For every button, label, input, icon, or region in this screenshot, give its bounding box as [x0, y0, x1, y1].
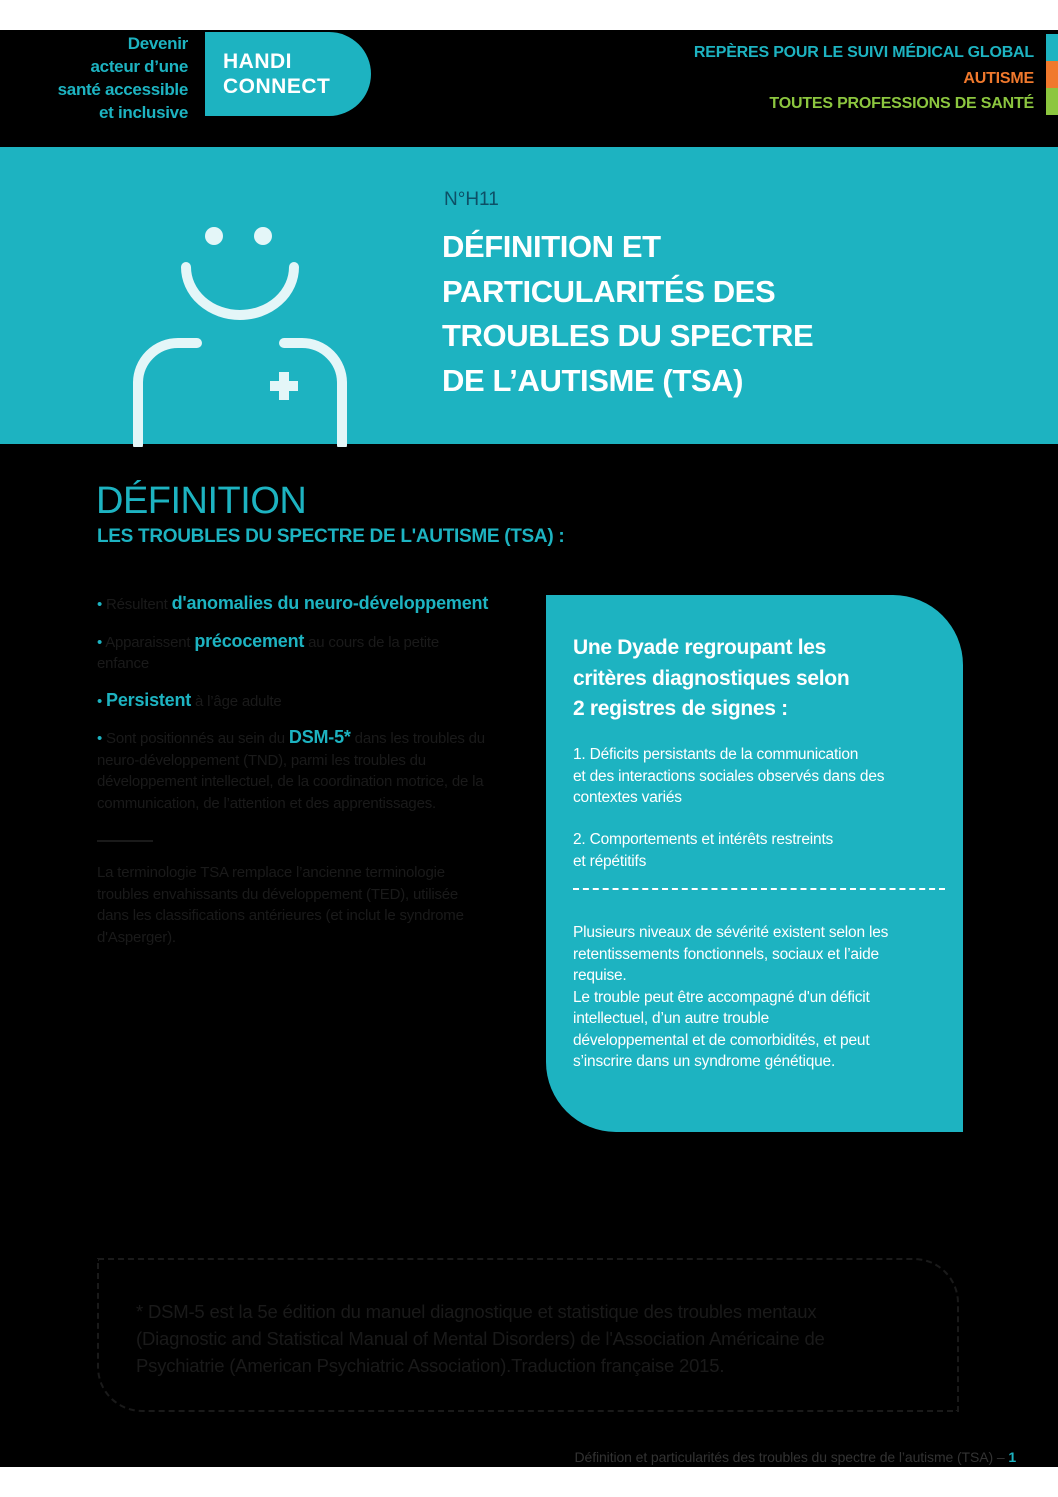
title-line: PARTICULARITÉS DES: [442, 273, 776, 309]
category-color-bar: [1046, 34, 1058, 115]
color-swatch: [1046, 34, 1058, 61]
bullet-item: [97, 690, 489, 713]
criterion-line: contextes variés: [573, 789, 682, 806]
section-heading: DÉFINITION: [96, 480, 307, 522]
bullet-text: dans les troubles du neuro-développement (TND), parmi les troubles du développement intellectuel, de la coordination motrice, de la communication, de l’attention et des apprentissages.: [97, 730, 485, 812]
bullet-highlight: DSM-5*: [288, 727, 351, 747]
bullet-highlight: d'anomalies du neuro-développement: [171, 593, 489, 613]
footnote-line: (Diagnostic and Statistical Manual of Mental Disorders) de l'Association Américaine de: [136, 1328, 825, 1349]
color-swatch: [1046, 61, 1058, 88]
category-autisme: AUTISME: [963, 69, 1034, 87]
bullet-dot: •: [97, 633, 103, 651]
bullet-text: au cours de la petite enfance: [97, 633, 440, 672]
criterion-line: 1. Déficits persistants de la communication: [573, 746, 859, 763]
criterion-line: et répétitifs: [573, 852, 647, 870]
bullet-item: [97, 593, 489, 616]
bottom-margin: [0, 1467, 1058, 1497]
severity-line: s’inscrire dans un syndrome génétique.: [573, 1053, 836, 1070]
bullet-list: [97, 593, 489, 948]
severity-line: intellectuel, d’un autre trouble: [573, 1010, 770, 1027]
bullet-item: [97, 727, 489, 814]
section-subheading: LES TROUBLES DU SPECTRE DE L'AUTISME (TSA) :: [97, 526, 565, 547]
handiconnect-logo: [205, 32, 371, 116]
severity-text: [573, 922, 945, 1073]
severity-line: requise.: [573, 967, 627, 984]
dyad-title-line: critères diagnostiques selon: [573, 666, 850, 690]
brand-tagline: [20, 32, 188, 124]
terminology-note: La terminologie TSA remplace l’ancienne terminologie troubles envahissants du développement (TED), utilisée dans les classifications antérieures (et inclut le syndrome d'Asperger).: [97, 864, 464, 946]
page-footer: [575, 1449, 1017, 1465]
dyad-callout: [546, 595, 963, 1132]
document-number: N°H11: [444, 189, 499, 210]
criterion-1: [573, 744, 953, 809]
bullet-highlight: Persistent: [106, 689, 192, 710]
bullet-dot: •: [97, 730, 103, 747]
footer-text: Définition et particularités des troubles du spectre de l’autisme (TSA) –: [574, 1449, 1009, 1465]
tagline-line: acteur d’une: [90, 57, 188, 76]
logo-line: HANDI: [223, 50, 292, 73]
bullet-dot: •: [97, 692, 103, 710]
dyad-title-line: Une Dyade regroupant les: [573, 636, 827, 659]
category-suivi-medical: REPÈRES POUR LE SUIVI MÉDICAL GLOBAL: [693, 44, 1034, 61]
color-swatch: [1046, 88, 1058, 115]
severity-line: développemental et de comorbidités, et peut: [573, 1031, 870, 1049]
bullet-text: Sont positionnés au sein du: [102, 730, 289, 747]
footnote-box: [97, 1258, 959, 1412]
title-line: TROUBLES DU SPECTRE: [442, 318, 814, 353]
bullet-text: Apparaissent: [102, 633, 195, 651]
title-line: DÉFINITION ET: [442, 229, 661, 264]
severity-line: Plusieurs niveaux de sévérité existent selon les: [573, 924, 889, 941]
bullet-dot: •: [97, 596, 103, 613]
footnote-text: [136, 1298, 936, 1379]
severity-line: retentissements fonctionnels, sociaux et l’aide: [573, 945, 879, 963]
bullet-item: [97, 631, 489, 675]
bullet-text: Résultent: [102, 596, 172, 613]
footnote-line: Psychiatrie (American Psychiatric Association).Traduction française 2015.: [136, 1355, 725, 1376]
dashed-divider: [573, 888, 945, 890]
top-margin: [0, 0, 1058, 30]
dyad-title: [573, 633, 943, 725]
logo-line: CONNECT: [223, 75, 331, 98]
category-professions: TOUTES PROFESSIONS DE SANTÉ: [769, 95, 1034, 112]
dyad-title-line: 2 registres de signes :: [573, 697, 788, 720]
page-number: 1: [1008, 1449, 1016, 1465]
criterion-2: [573, 829, 953, 872]
header-categories: [694, 40, 1034, 117]
criterion-line: 2. Comportements et intérêts restreints: [573, 831, 834, 848]
criterion-line: et des interactions sociales observés dans des: [573, 767, 885, 785]
tagline-line: Devenir: [127, 34, 188, 53]
bullet-text: à l’âge adulte: [191, 692, 282, 710]
tagline-line: santé accessible: [57, 80, 188, 99]
tagline-line: et inclusive: [99, 103, 188, 122]
divider: [97, 840, 153, 842]
smiling-doctor-icon: [120, 215, 360, 447]
footnote-line: * DSM-5 est la 5e édition du manuel diagnostique et statistique des troubles mentaux: [136, 1301, 817, 1322]
severity-line: Le trouble peut être accompagné d'un déficit: [573, 988, 870, 1006]
document-title: [442, 225, 813, 403]
bullet-highlight: précocement: [194, 630, 305, 651]
title-line: DE L’AUTISME (TSA): [442, 362, 744, 398]
